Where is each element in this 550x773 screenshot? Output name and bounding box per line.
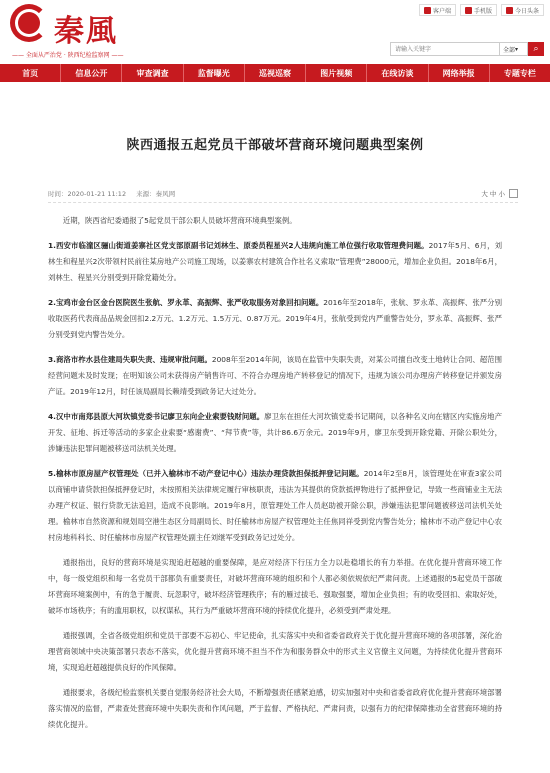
top-links bbox=[419, 4, 544, 16]
nav-info-public[interactable]: 信息公开 bbox=[61, 64, 122, 82]
nav-report[interactable]: 网络举报 bbox=[429, 64, 490, 82]
paragraph-case-1: 1.西安市临潼区骊山街道姜寨社区党支部原副书记刘林生、原委员程星兴2人违规向施工单位强行收取管理费问题。2017年5月、6月，刘林生和程星兴2次带领村民前往某房地产公司施工现场，以姜寨农村建筑合作社名义索取“管理费”28000元，增加企业负担。2018年6月，刘林生、程星兴分别受到开除党籍处分。 bbox=[48, 241, 502, 282]
article-source: 来源：秦风网 bbox=[136, 190, 176, 198]
nav-special[interactable]: 专题专栏 bbox=[503, 68, 536, 78]
nav-inspection[interactable]: 巡视巡察 bbox=[245, 64, 306, 82]
paragraph-case-2: 2.宝鸡市金台区金台医院医生张航、罗永革、高振辉、张严收取服务对象回扣问题。2016年至2018年，张航、罗永革、高振辉、张严分别收取医药代表商品品规金回扣2.2万元、1.2万元、1.5万元、0.87万元。2019年4月，张航受到党内严重警告处分，罗永革、高振辉、张严分别受到党内警告处分。 bbox=[48, 298, 502, 339]
search-bar bbox=[390, 42, 544, 56]
news-icon bbox=[506, 7, 513, 14]
top-link-mobile[interactable]: 手机版 bbox=[460, 4, 497, 16]
nav-interview[interactable]: 在线访谈 bbox=[367, 64, 428, 82]
phone-icon bbox=[424, 7, 431, 14]
print-icon[interactable] bbox=[509, 189, 518, 198]
nav-supervision[interactable]: 监督曝光 bbox=[184, 64, 245, 82]
top-link-headline[interactable]: 今日头条 bbox=[501, 4, 544, 16]
paragraph-emphasis: 通报强调，全省各级党组织和党员干部要不忘初心、牢记使命，扎实落实中央和省委省政府关于优化提升营商环境的各项部署，深化治理营商领域中央决策部署只表态不落实，优化提升营商环境不担当不作为和服务群众中的形式主义官僚主义问题，为持续优化提升营商环境，实现追赶超越提供良好的作风保障。 bbox=[48, 631, 502, 672]
top-link-client[interactable]: 客户端 bbox=[419, 4, 456, 16]
paragraph-case-3: 3.商洛市柞水县住建局失职失责、违规审批问题。2008年至2014年间，该局在监管中失职失责，对某公司擅自改变土地转让合同、超范围经营问题未及时发现；在明知该公司未获得房产销售许可、不符合办理房地产转移登记的情况下，违规为该公司办理房产转移登记并颁发房产证。2019年12月，时任该局副局长赖靖受到政务记大过处分。 bbox=[48, 355, 502, 396]
search-scope-select[interactable]: 全部 ▾ bbox=[500, 42, 528, 56]
site-header bbox=[0, 0, 550, 78]
article-tools bbox=[481, 189, 518, 198]
search-button[interactable] bbox=[528, 42, 544, 56]
paragraph-requirement: 通报要求，各级纪检监察机关要自觉服务经济社会大局，不断增强责任感紧迫感，切实加强对中央和省委省政府优化提升营商环境部署落实情况的监督，严肃查处营商环境中失职失责和作风问题，严于监督、严格执纪、严肃问责，以强有力的纪律保障推动全省营商环境的持续优化提升。 bbox=[48, 688, 502, 729]
main-nav bbox=[0, 64, 550, 82]
search-input[interactable] bbox=[390, 42, 500, 56]
paragraph-case-4: 4.汉中市南郑县原大河坎镇党委书记廖卫东向企业索要钱财问题。廖卫东在担任大河坎镇党委书记期间，以各种名义向在辖区内实施房地产开发、征地、拆迁等活动的多家企业索要“感谢费”、“拜节费”等，共计86.6万余元。2019年9月，廖卫东受到开除党籍、开除公职处分，涉嫌违法犯罪问题被移送司法机关处理。 bbox=[48, 412, 502, 453]
paragraph-notice: 通报指出，良好的营商环境是实现追赶超越的重要保障，是应对经济下行压力全力以赴稳增长的有力举措。在优化提升营商环境工作中，每一级党组织和每一名党员干部都负有重要责任，对破坏营商环境的组织和个人都必须依规依纪严肃问责。上述通报的5起党员干部破坏营商环境案例中，有的急于履责、玩忽职守，破坏经济管理秩序；有的雁过拔毛、强取强要，增加企业负担；有的收受回扣、索取好处，破坏市场秩序；有的滥用职权，以权谋私，其行为严重破坏营商环境的持续优化提升，必须受到严肃处理。 bbox=[48, 558, 502, 615]
search-icon: ⌕ bbox=[533, 44, 539, 54]
font-size-switch[interactable]: 大 中 小 bbox=[481, 190, 505, 198]
nav-investigation[interactable]: 审查调查 bbox=[122, 64, 183, 82]
paragraph-intro: 近期，陕西省纪委通报了5起党员干部公职人员破坏营商环境典型案例。 bbox=[62, 216, 297, 225]
paragraph-case-5: 5.榆林市原房屋产权管理处（已并入榆林市不动产登记中心）违法办理贷款担保抵押登记问题。2014年2至8月，该管理处在审查3家公司以商铺申请贷款担保抵押登记时，未按照相关法律规定履行审核职责，违法为其提供的贷款抵押物进行了抵押登记，导致一些商铺业主无法办理产权证、银行贷款无法追回，造成不良影响。2019年8月，原管理处工作人员赵助被开除公职，涉嫌违法犯罪问题被移送司法机关处理。榆林市自然资源和规划局空港生态区分局副局长、时任榆林市房屋产权管理处主任焦同祥受到党内警告处分；榆林市不动产登记中心农村房地科科长、时任榆林市房屋产权管理处副主任刘继军受到政务记过处分。 bbox=[48, 469, 502, 542]
logo-dot-icon bbox=[18, 12, 40, 34]
article-body bbox=[48, 213, 502, 733]
nav-home[interactable]: 首页 bbox=[0, 64, 61, 82]
article-meta bbox=[48, 189, 518, 203]
article-time: 时间：2020-01-21 11:12 bbox=[48, 190, 127, 198]
article-title: 陕西通报五起党员干部破坏营商环境问题典型案例 bbox=[126, 138, 424, 153]
article bbox=[0, 82, 550, 742]
logo-slogan: —— 全面从严治党 · 陕西纪检监察网 —— bbox=[12, 52, 124, 59]
nav-photo-video[interactable]: 图片视频 bbox=[306, 64, 367, 82]
site-logo[interactable] bbox=[10, 4, 160, 60]
mobile-icon bbox=[465, 7, 472, 14]
logo-name: 秦風 bbox=[54, 14, 118, 49]
